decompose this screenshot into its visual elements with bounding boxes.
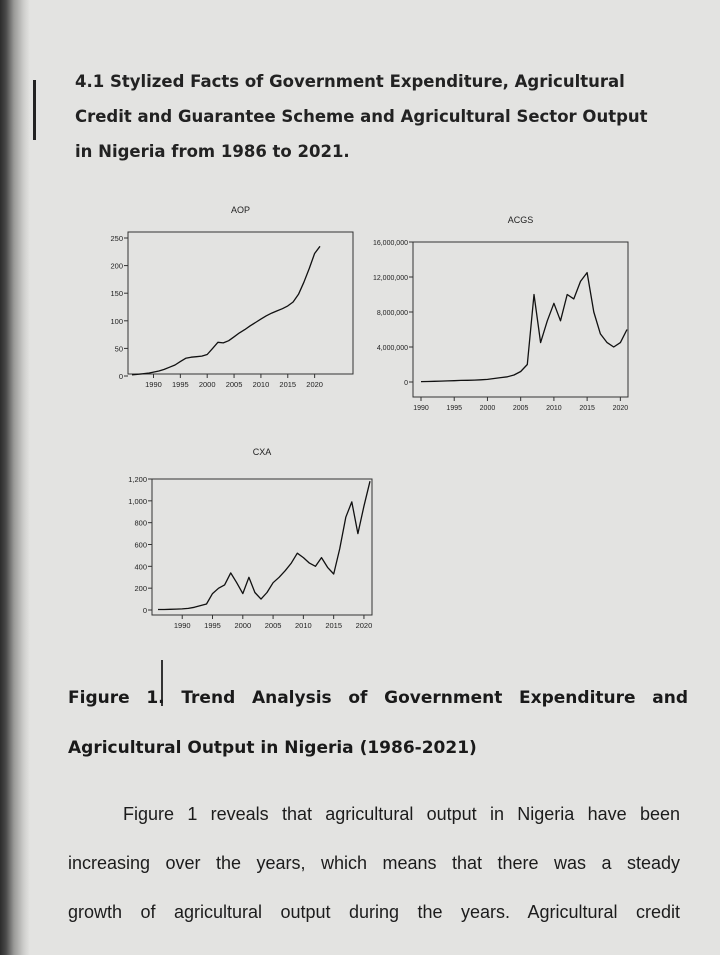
aop-x-tick-label: 1990 xyxy=(145,380,162,389)
acgs-y-tick-label: 0 xyxy=(404,380,408,387)
cxa-x-tick-label: 2005 xyxy=(264,621,282,630)
aop-x-tick-label: 2010 xyxy=(252,380,270,389)
cxa-y-tick-label: 1,000 xyxy=(128,496,147,506)
aop-y-tick-label: 250 xyxy=(110,234,123,243)
cxa-x-tick-label: 2015 xyxy=(325,621,343,630)
cxa-series-line xyxy=(158,481,370,609)
acgs-x-tick-label: 2005 xyxy=(512,405,529,412)
paragraph-line-3: growth of agricultural output during the years. Agricultural credit xyxy=(68,902,680,922)
figure-caption-line-1: Figure 1. Trend Analysis of Government Expenditure and xyxy=(68,688,688,708)
acgs-y-tick-label: 4,000,000 xyxy=(376,345,408,352)
aop-chart xyxy=(100,198,360,403)
section-heading-line-3: in Nigeria from 1986 to 2021. xyxy=(75,142,350,161)
aop-chart-svg xyxy=(100,198,360,403)
cxa-y-tick-label: 1,200 xyxy=(128,475,147,484)
cxa-title: CXA xyxy=(252,447,272,457)
acgs-x-tick-label: 2020 xyxy=(612,405,629,412)
aop-x-tick-label: 2000 xyxy=(198,380,216,389)
cxa-y-tick-label: 600 xyxy=(134,540,147,550)
acgs-series-line xyxy=(421,273,627,382)
acgs-x-tick-label: 2000 xyxy=(479,405,496,412)
cxa-y-tick-label: 800 xyxy=(134,518,147,528)
cxa-x-tick-label: 1995 xyxy=(204,621,221,630)
cxa-y-tick-label: 400 xyxy=(134,562,147,572)
section-heading-line-1: 4.1 Stylized Facts of Government Expenditure, Agricultural xyxy=(75,72,625,91)
acgs-chart xyxy=(365,212,640,412)
margin-mark xyxy=(33,80,36,140)
cxa-x-tick-label: 1990 xyxy=(173,621,191,630)
aop-y-tick-label: 50 xyxy=(114,344,123,354)
aop-x-tick-label: 2015 xyxy=(279,380,297,389)
aop-x-tick-label: 2005 xyxy=(225,380,243,389)
aop-y-tick-label: 150 xyxy=(110,289,123,299)
aop-y-tick-label: 200 xyxy=(110,261,123,271)
page-shadow-edge xyxy=(0,0,30,955)
paragraph-line-2: increasing over the years, which means that there was a steady xyxy=(68,853,680,873)
figure-caption-line-2: Agricultural Output in Nigeria (1986-2021) xyxy=(68,738,477,758)
aop-y-tick-label: 100 xyxy=(110,316,123,326)
acgs-x-tick-label: 1995 xyxy=(446,405,463,412)
cxa-x-tick-label: 2000 xyxy=(234,621,252,630)
aop-plot-frame xyxy=(128,232,353,374)
acgs-title: ACGS xyxy=(507,215,534,225)
cxa-plot-frame xyxy=(152,479,372,615)
aop-title: AOP xyxy=(230,205,251,215)
aop-series-line xyxy=(132,246,320,375)
aop-x-tick-label: 1995 xyxy=(171,380,189,389)
section-heading xyxy=(75,64,685,169)
cxa-y-tick-label: 0 xyxy=(142,606,147,615)
cxa-x-tick-label: 2010 xyxy=(295,621,312,630)
paragraph-line-1: Figure 1 reveals that agricultural output in Nigeria have been xyxy=(123,804,680,824)
acgs-y-tick-label: 8,000,000 xyxy=(376,310,408,317)
acgs-y-tick-label: 16,000,000 xyxy=(372,240,408,247)
aop-y-tick-label: 0 xyxy=(118,372,123,381)
aop-x-tick-label: 2020 xyxy=(306,380,323,389)
acgs-x-tick-label: 2010 xyxy=(546,405,562,412)
section-heading-line-2: Credit and Guarantee Scheme and Agricultural Sector Output xyxy=(75,107,648,126)
acgs-y-tick-label: 12,000,000 xyxy=(372,275,408,282)
acgs-x-tick-label: 1990 xyxy=(413,405,429,412)
cxa-y-tick-label: 200 xyxy=(134,584,147,594)
cxa-chart xyxy=(100,446,385,644)
cxa-chart-svg xyxy=(100,446,385,644)
cxa-x-tick-label: 2020 xyxy=(355,621,373,630)
body-paragraph xyxy=(68,790,680,937)
acgs-chart-svg xyxy=(365,212,640,412)
acgs-x-tick-label: 2015 xyxy=(579,405,595,412)
